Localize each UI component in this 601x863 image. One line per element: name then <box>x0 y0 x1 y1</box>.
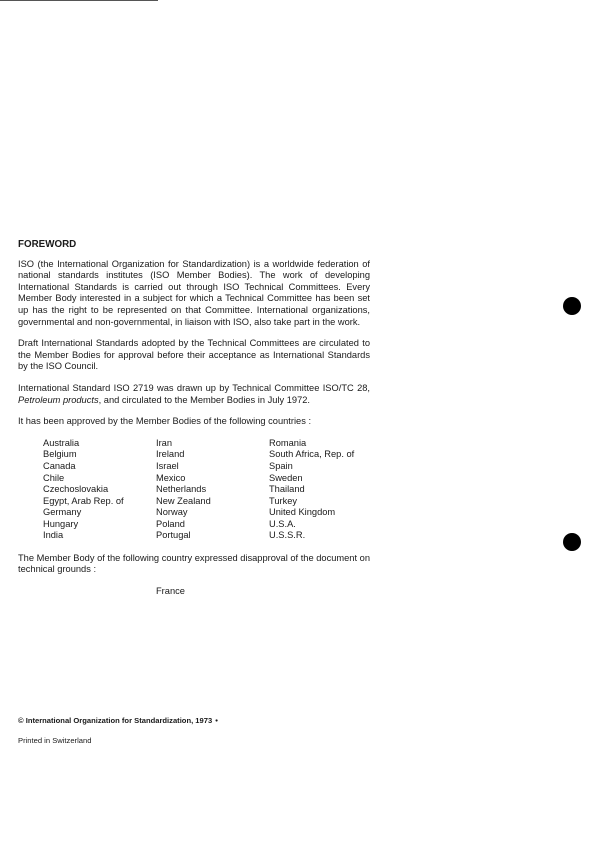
country: South Africa, Rep. of <box>269 449 355 460</box>
foreword-paragraph-standard <box>18 383 370 406</box>
country: Thailand <box>269 484 305 495</box>
copyright-notice <box>18 716 218 725</box>
dissenting-country: France <box>156 585 185 596</box>
bullet-icon: • <box>215 716 218 725</box>
country: Canada <box>43 460 76 471</box>
country: U.S.S.R. <box>269 530 306 541</box>
country: Sweden <box>269 472 303 483</box>
standard-text-end: , and circulated to the Member Bodies in July 1972. <box>98 394 310 405</box>
country: Ireland <box>156 449 185 460</box>
country: Germany <box>43 507 82 518</box>
country: Hungary <box>43 518 79 529</box>
country: Romania <box>269 437 307 448</box>
top-rule <box>0 0 158 1</box>
countries-column-2 <box>156 438 211 542</box>
foreword-paragraph-disapproval: The Member Body of the following country expressed disapproval of the document on technical grounds : <box>18 552 370 575</box>
country: United Kingdom <box>269 507 336 518</box>
foreword-section <box>18 239 370 598</box>
printed-notice: Printed in Switzerland <box>18 736 92 745</box>
foreword-heading: FOREWORD <box>18 239 77 250</box>
country: Australia <box>43 437 80 448</box>
punch-hole-top <box>563 297 581 315</box>
country: Netherlands <box>156 484 207 495</box>
country: Chile <box>43 472 65 483</box>
countries-column-1 <box>43 438 124 542</box>
countries-column-3 <box>269 438 354 542</box>
country: Iran <box>156 437 173 448</box>
country: U.S.A. <box>269 518 296 529</box>
country: Belgium <box>43 449 77 460</box>
country: Mexico <box>156 472 186 483</box>
approving-countries <box>18 438 370 545</box>
country: Egypt, Arab Rep. of <box>43 495 124 506</box>
copyright-text: © International Organization for Standardization, 1973 <box>18 716 213 725</box>
country: Spain <box>269 460 293 471</box>
country: Norway <box>156 507 188 518</box>
country: India <box>43 530 64 541</box>
country: Israel <box>156 460 179 471</box>
foreword-paragraph-approval: It has been approved by the Member Bodies of the following countries : <box>18 416 312 427</box>
country: Czechoslovakia <box>43 484 109 495</box>
country: Turkey <box>269 495 298 506</box>
country: New Zealand <box>156 495 211 506</box>
country: Portugal <box>156 530 191 541</box>
foreword-paragraph-drafts: Draft International Standards adopted by the Technical Committees are circulated to the Member Bodies for approval before their acceptance as International Standards by the ISO Council. <box>18 338 370 372</box>
standard-text-start: International Standard ISO 2719 was drawn up by Technical Committee ISO/TC 28, <box>18 382 370 393</box>
punch-hole-bottom <box>563 533 581 551</box>
committee-name: Petroleum products <box>18 394 99 405</box>
country: Poland <box>156 518 185 529</box>
foreword-paragraph-iso: ISO (the International Organization for Standardization) is a worldwide federation of national standards institutes (ISO Member Bodies). The work of developing International Standards is carried out through ISO Technical Committees. Every Member Body interested in a subject for which a Technical Committee has been set up has the right to be represented on that Committee. International organizations, governmental and non-governmental, in liaison with ISO, also take part in the work. <box>18 258 370 327</box>
